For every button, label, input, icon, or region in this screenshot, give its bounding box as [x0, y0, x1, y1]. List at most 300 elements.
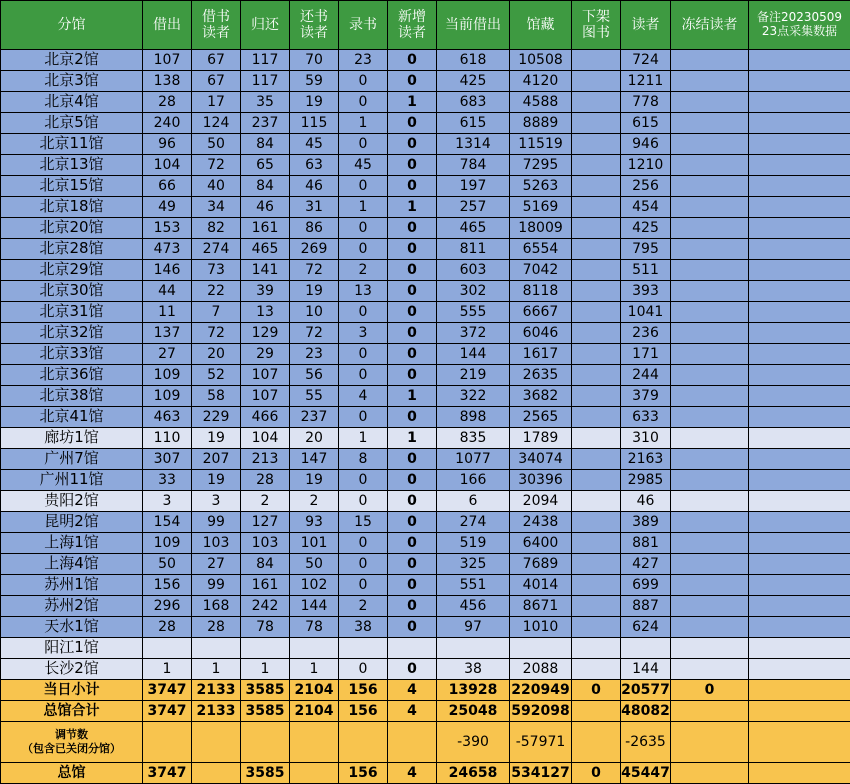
data-cell[interactable]: 618 — [437, 50, 510, 71]
data-cell[interactable]: 2 — [290, 491, 339, 512]
summary-cell[interactable]: -390 — [437, 722, 510, 763]
data-cell[interactable]: 129 — [241, 323, 290, 344]
data-cell[interactable] — [749, 176, 850, 197]
data-cell[interactable]: 82 — [192, 218, 241, 239]
data-cell[interactable] — [339, 638, 388, 659]
data-cell[interactable]: 17 — [192, 92, 241, 113]
data-cell[interactable] — [572, 407, 621, 428]
data-cell[interactable]: 1 — [339, 113, 388, 134]
data-cell[interactable]: 3682 — [510, 386, 572, 407]
data-cell[interactable]: 144 — [437, 344, 510, 365]
summary-cell[interactable]: 4 — [388, 701, 437, 722]
summary-cell[interactable]: 3585 — [241, 763, 290, 784]
data-cell[interactable]: 4 — [339, 386, 388, 407]
data-cell[interactable]: 46 — [621, 491, 671, 512]
branch-name-cell[interactable]: 北京41馆 — [1, 407, 143, 428]
branch-name-cell[interactable]: 长沙2馆 — [1, 659, 143, 680]
data-cell[interactable]: 3 — [143, 491, 192, 512]
data-cell[interactable]: 784 — [437, 155, 510, 176]
data-cell[interactable]: 99 — [192, 512, 241, 533]
data-cell[interactable]: 633 — [621, 407, 671, 428]
summary-cell[interactable]: 156 — [339, 701, 388, 722]
data-cell[interactable]: 84 — [241, 176, 290, 197]
data-cell[interactable]: 34 — [192, 197, 241, 218]
data-cell[interactable]: 59 — [290, 71, 339, 92]
data-cell[interactable]: 778 — [621, 92, 671, 113]
summary-cell[interactable] — [749, 701, 850, 722]
branch-name-cell[interactable]: 北京13馆 — [1, 155, 143, 176]
data-cell[interactable] — [671, 470, 749, 491]
data-cell[interactable]: 1 — [143, 659, 192, 680]
data-cell[interactable]: 1 — [388, 428, 437, 449]
data-cell[interactable]: 11519 — [510, 134, 572, 155]
data-cell[interactable]: 615 — [437, 113, 510, 134]
branch-name-cell[interactable]: 北京20馆 — [1, 218, 143, 239]
data-cell[interactable]: 84 — [241, 134, 290, 155]
branch-name-cell[interactable]: 北京31馆 — [1, 302, 143, 323]
data-cell[interactable]: 3 — [192, 491, 241, 512]
branch-name-cell[interactable]: 北京5馆 — [1, 113, 143, 134]
data-cell[interactable]: 2094 — [510, 491, 572, 512]
data-cell[interactable]: 372 — [437, 323, 510, 344]
data-cell[interactable] — [572, 386, 621, 407]
summary-cell[interactable]: 3747 — [143, 763, 192, 784]
data-cell[interactable]: 50 — [290, 554, 339, 575]
data-cell[interactable]: 724 — [621, 50, 671, 71]
data-cell[interactable]: 45 — [339, 155, 388, 176]
summary-cell[interactable]: 156 — [339, 763, 388, 784]
data-cell[interactable]: 1 — [241, 659, 290, 680]
data-cell[interactable]: 65 — [241, 155, 290, 176]
data-cell[interactable]: 50 — [192, 134, 241, 155]
data-cell[interactable]: 0 — [339, 533, 388, 554]
data-cell[interactable] — [572, 50, 621, 71]
data-cell[interactable] — [671, 344, 749, 365]
data-cell[interactable]: 104 — [143, 155, 192, 176]
data-cell[interactable]: 946 — [621, 134, 671, 155]
summary-cell[interactable] — [572, 722, 621, 763]
data-cell[interactable]: 141 — [241, 260, 290, 281]
data-cell[interactable]: 27 — [143, 344, 192, 365]
data-cell[interactable]: 39 — [241, 281, 290, 302]
data-cell[interactable]: 603 — [437, 260, 510, 281]
data-cell[interactable] — [572, 218, 621, 239]
summary-cell[interactable]: 220949 — [510, 680, 572, 701]
data-cell[interactable] — [572, 92, 621, 113]
data-cell[interactable]: 425 — [437, 71, 510, 92]
summary-cell[interactable] — [143, 722, 192, 763]
data-cell[interactable] — [572, 638, 621, 659]
data-cell[interactable]: 35 — [241, 92, 290, 113]
data-cell[interactable]: 109 — [143, 386, 192, 407]
summary-cell[interactable]: 0 — [671, 680, 749, 701]
data-cell[interactable] — [572, 176, 621, 197]
data-cell[interactable]: 7689 — [510, 554, 572, 575]
data-cell[interactable]: 898 — [437, 407, 510, 428]
data-cell[interactable] — [749, 533, 850, 554]
data-cell[interactable] — [572, 428, 621, 449]
summary-cell[interactable] — [749, 763, 850, 784]
data-cell[interactable] — [749, 197, 850, 218]
data-cell[interactable]: 256 — [621, 176, 671, 197]
branch-name-cell[interactable]: 北京33馆 — [1, 344, 143, 365]
branch-name-cell[interactable]: 苏州1馆 — [1, 575, 143, 596]
data-cell[interactable]: 63 — [290, 155, 339, 176]
data-cell[interactable]: 18009 — [510, 218, 572, 239]
data-cell[interactable]: 242 — [241, 596, 290, 617]
data-cell[interactable]: 393 — [621, 281, 671, 302]
data-cell[interactable]: 0 — [388, 260, 437, 281]
branch-name-cell[interactable]: 贵阳2馆 — [1, 491, 143, 512]
column-header[interactable]: 借书 读者 — [192, 1, 241, 50]
data-cell[interactable]: 109 — [143, 365, 192, 386]
data-cell[interactable]: 22 — [192, 281, 241, 302]
data-cell[interactable] — [572, 365, 621, 386]
data-cell[interactable]: 2565 — [510, 407, 572, 428]
data-cell[interactable]: 1 — [339, 197, 388, 218]
data-cell[interactable]: 0 — [388, 470, 437, 491]
data-cell[interactable] — [749, 428, 850, 449]
data-cell[interactable] — [671, 617, 749, 638]
data-cell[interactable]: 463 — [143, 407, 192, 428]
data-cell[interactable]: 0 — [388, 302, 437, 323]
summary-label-cell[interactable]: 总馆合计 — [1, 701, 143, 722]
summary-cell[interactable]: -57971 — [510, 722, 572, 763]
data-cell[interactable]: 0 — [339, 71, 388, 92]
data-cell[interactable] — [671, 281, 749, 302]
data-cell[interactable] — [572, 533, 621, 554]
data-cell[interactable]: 44 — [143, 281, 192, 302]
data-cell[interactable]: 8 — [339, 449, 388, 470]
summary-cell[interactable] — [749, 722, 850, 763]
data-cell[interactable]: 2985 — [621, 470, 671, 491]
data-cell[interactable]: 28 — [192, 617, 241, 638]
data-cell[interactable]: 99 — [192, 575, 241, 596]
data-cell[interactable]: 8889 — [510, 113, 572, 134]
data-cell[interactable] — [510, 638, 572, 659]
data-cell[interactable] — [572, 323, 621, 344]
data-cell[interactable]: 683 — [437, 92, 510, 113]
data-cell[interactable]: 29 — [241, 344, 290, 365]
data-cell[interactable] — [572, 197, 621, 218]
summary-cell[interactable] — [339, 722, 388, 763]
data-cell[interactable] — [572, 596, 621, 617]
data-cell[interactable] — [671, 512, 749, 533]
branch-name-cell[interactable]: 北京2馆 — [1, 50, 143, 71]
data-cell[interactable]: 454 — [621, 197, 671, 218]
data-cell[interactable]: 27 — [192, 554, 241, 575]
data-cell[interactable]: 615 — [621, 113, 671, 134]
data-cell[interactable]: 0 — [339, 239, 388, 260]
data-cell[interactable]: 0 — [388, 491, 437, 512]
data-cell[interactable]: 20 — [290, 428, 339, 449]
data-cell[interactable] — [749, 386, 850, 407]
branch-name-cell[interactable]: 上海1馆 — [1, 533, 143, 554]
data-cell[interactable]: 58 — [192, 386, 241, 407]
data-cell[interactable]: 0 — [388, 71, 437, 92]
column-header[interactable]: 借出 — [143, 1, 192, 50]
data-cell[interactable]: 144 — [621, 659, 671, 680]
data-cell[interactable]: 70 — [290, 50, 339, 71]
data-cell[interactable]: 699 — [621, 575, 671, 596]
data-cell[interactable]: 109 — [143, 533, 192, 554]
data-cell[interactable]: 0 — [388, 449, 437, 470]
data-cell[interactable]: 1 — [290, 659, 339, 680]
data-cell[interactable]: 13 — [339, 281, 388, 302]
data-cell[interactable] — [572, 470, 621, 491]
summary-cell[interactable] — [671, 763, 749, 784]
data-cell[interactable]: 0 — [339, 365, 388, 386]
data-cell[interactable]: 1077 — [437, 449, 510, 470]
summary-cell[interactable]: 2133 — [192, 680, 241, 701]
summary-cell[interactable]: 3747 — [143, 701, 192, 722]
data-cell[interactable] — [572, 113, 621, 134]
data-cell[interactable]: 1 — [388, 92, 437, 113]
summary-cell[interactable]: 2104 — [290, 680, 339, 701]
data-cell[interactable]: 4014 — [510, 575, 572, 596]
column-header[interactable]: 还书 读者 — [290, 1, 339, 50]
branch-name-cell[interactable]: 广州7馆 — [1, 449, 143, 470]
data-cell[interactable]: 1789 — [510, 428, 572, 449]
data-cell[interactable]: 6400 — [510, 533, 572, 554]
data-cell[interactable]: 96 — [143, 134, 192, 155]
summary-cell[interactable]: 24658 — [437, 763, 510, 784]
data-cell[interactable]: 6 — [437, 491, 510, 512]
data-cell[interactable]: 1 — [339, 428, 388, 449]
data-cell[interactable]: 551 — [437, 575, 510, 596]
data-cell[interactable] — [749, 449, 850, 470]
data-cell[interactable]: 244 — [621, 365, 671, 386]
data-cell[interactable]: 161 — [241, 575, 290, 596]
data-cell[interactable]: 0 — [388, 134, 437, 155]
data-cell[interactable]: 33 — [143, 470, 192, 491]
data-cell[interactable]: 465 — [241, 239, 290, 260]
data-cell[interactable] — [671, 176, 749, 197]
data-cell[interactable]: 0 — [339, 344, 388, 365]
data-cell[interactable]: 0 — [388, 218, 437, 239]
data-cell[interactable]: 153 — [143, 218, 192, 239]
summary-cell[interactable]: -2635 — [621, 722, 671, 763]
data-cell[interactable] — [671, 92, 749, 113]
data-cell[interactable]: 0 — [388, 50, 437, 71]
data-cell[interactable]: 2438 — [510, 512, 572, 533]
summary-cell[interactable]: 3585 — [241, 680, 290, 701]
data-cell[interactable]: 86 — [290, 218, 339, 239]
data-cell[interactable] — [572, 260, 621, 281]
data-cell[interactable] — [749, 239, 850, 260]
data-cell[interactable] — [671, 638, 749, 659]
data-cell[interactable]: 138 — [143, 71, 192, 92]
data-cell[interactable] — [749, 407, 850, 428]
summary-cell[interactable]: 45447 — [621, 763, 671, 784]
data-cell[interactable]: 0 — [339, 302, 388, 323]
data-cell[interactable]: 0 — [388, 176, 437, 197]
data-cell[interactable]: 465 — [437, 218, 510, 239]
data-cell[interactable]: 1 — [388, 386, 437, 407]
data-cell[interactable] — [388, 638, 437, 659]
data-cell[interactable]: 5263 — [510, 176, 572, 197]
data-cell[interactable]: 23 — [339, 50, 388, 71]
data-cell[interactable]: 2635 — [510, 365, 572, 386]
data-cell[interactable]: 325 — [437, 554, 510, 575]
data-cell[interactable]: 5169 — [510, 197, 572, 218]
data-cell[interactable]: 11 — [143, 302, 192, 323]
data-cell[interactable]: 46 — [290, 176, 339, 197]
data-cell[interactable]: 31 — [290, 197, 339, 218]
data-cell[interactable]: 117 — [241, 71, 290, 92]
branch-name-cell[interactable]: 北京28馆 — [1, 239, 143, 260]
data-cell[interactable] — [671, 365, 749, 386]
branch-name-cell[interactable]: 上海4馆 — [1, 554, 143, 575]
data-cell[interactable]: 0 — [388, 323, 437, 344]
data-cell[interactable]: 8118 — [510, 281, 572, 302]
data-cell[interactable]: 0 — [339, 134, 388, 155]
data-cell[interactable]: 7 — [192, 302, 241, 323]
data-cell[interactable]: 40 — [192, 176, 241, 197]
data-cell[interactable]: 168 — [192, 596, 241, 617]
data-cell[interactable]: 307 — [143, 449, 192, 470]
data-cell[interactable]: 124 — [192, 113, 241, 134]
data-cell[interactable] — [290, 638, 339, 659]
branch-name-cell[interactable]: 北京29馆 — [1, 260, 143, 281]
data-cell[interactable] — [671, 155, 749, 176]
data-cell[interactable]: 2163 — [621, 449, 671, 470]
data-cell[interactable]: 72 — [290, 323, 339, 344]
data-cell[interactable] — [671, 197, 749, 218]
data-cell[interactable]: 1211 — [621, 71, 671, 92]
data-cell[interactable]: 67 — [192, 71, 241, 92]
data-cell[interactable] — [572, 71, 621, 92]
summary-cell[interactable] — [572, 701, 621, 722]
data-cell[interactable]: 0 — [339, 218, 388, 239]
data-cell[interactable]: 19 — [192, 470, 241, 491]
data-cell[interactable] — [749, 323, 850, 344]
data-cell[interactable]: 0 — [339, 575, 388, 596]
data-cell[interactable]: 887 — [621, 596, 671, 617]
data-cell[interactable]: 881 — [621, 533, 671, 554]
data-cell[interactable]: 240 — [143, 113, 192, 134]
data-cell[interactable]: 72 — [192, 323, 241, 344]
column-header[interactable]: 当前借出 — [437, 1, 510, 50]
data-cell[interactable]: 4120 — [510, 71, 572, 92]
data-cell[interactable]: 115 — [290, 113, 339, 134]
data-cell[interactable]: 269 — [290, 239, 339, 260]
data-cell[interactable]: 310 — [621, 428, 671, 449]
data-cell[interactable]: 6554 — [510, 239, 572, 260]
data-cell[interactable]: 0 — [388, 659, 437, 680]
data-cell[interactable]: 0 — [339, 659, 388, 680]
data-cell[interactable]: 2 — [339, 596, 388, 617]
column-header[interactable]: 备注20230509 23点采集数据 — [749, 1, 850, 50]
data-cell[interactable]: 519 — [437, 533, 510, 554]
data-cell[interactable] — [749, 470, 850, 491]
data-cell[interactable]: 93 — [290, 512, 339, 533]
data-cell[interactable]: 23 — [290, 344, 339, 365]
data-cell[interactable]: 0 — [388, 533, 437, 554]
data-cell[interactable]: 103 — [192, 533, 241, 554]
data-cell[interactable]: 2 — [241, 491, 290, 512]
data-cell[interactable] — [749, 218, 850, 239]
data-cell[interactable]: 137 — [143, 323, 192, 344]
data-cell[interactable]: 213 — [241, 449, 290, 470]
data-cell[interactable]: 1 — [388, 197, 437, 218]
data-cell[interactable]: 6046 — [510, 323, 572, 344]
data-cell[interactable]: 0 — [388, 575, 437, 596]
data-cell[interactable]: 0 — [339, 554, 388, 575]
data-cell[interactable] — [671, 659, 749, 680]
summary-cell[interactable] — [290, 763, 339, 784]
data-cell[interactable]: 0 — [388, 155, 437, 176]
data-cell[interactable]: 0 — [339, 92, 388, 113]
data-cell[interactable]: 110 — [143, 428, 192, 449]
data-cell[interactable]: 103 — [241, 533, 290, 554]
data-cell[interactable] — [749, 260, 850, 281]
data-cell[interactable]: 147 — [290, 449, 339, 470]
branch-name-cell[interactable]: 昆明2馆 — [1, 512, 143, 533]
data-cell[interactable]: 78 — [290, 617, 339, 638]
data-cell[interactable]: 795 — [621, 239, 671, 260]
data-cell[interactable]: 1010 — [510, 617, 572, 638]
data-cell[interactable] — [143, 638, 192, 659]
summary-label-cell[interactable]: 当日小计 — [1, 680, 143, 701]
data-cell[interactable]: 257 — [437, 197, 510, 218]
data-cell[interactable] — [241, 638, 290, 659]
data-cell[interactable]: 237 — [290, 407, 339, 428]
data-cell[interactable] — [671, 428, 749, 449]
data-cell[interactable]: 1314 — [437, 134, 510, 155]
data-cell[interactable]: 56 — [290, 365, 339, 386]
summary-cell[interactable] — [671, 722, 749, 763]
data-cell[interactable] — [671, 323, 749, 344]
data-cell[interactable]: 425 — [621, 218, 671, 239]
data-cell[interactable] — [749, 512, 850, 533]
data-cell[interactable]: 1041 — [621, 302, 671, 323]
data-cell[interactable]: 52 — [192, 365, 241, 386]
data-cell[interactable]: 0 — [339, 470, 388, 491]
data-cell[interactable]: 624 — [621, 617, 671, 638]
data-cell[interactable]: 2 — [339, 260, 388, 281]
data-cell[interactable]: 0 — [339, 176, 388, 197]
data-cell[interactable] — [749, 554, 850, 575]
data-cell[interactable]: 197 — [437, 176, 510, 197]
data-cell[interactable]: 49 — [143, 197, 192, 218]
branch-name-cell[interactable]: 北京3馆 — [1, 71, 143, 92]
data-cell[interactable]: 274 — [192, 239, 241, 260]
data-cell[interactable]: 8671 — [510, 596, 572, 617]
data-cell[interactable]: 19 — [290, 92, 339, 113]
column-header[interactable]: 下架 图书 — [572, 1, 621, 50]
data-cell[interactable]: 302 — [437, 281, 510, 302]
summary-cell[interactable] — [290, 722, 339, 763]
data-cell[interactable]: 229 — [192, 407, 241, 428]
data-cell[interactable] — [671, 302, 749, 323]
branch-name-cell[interactable]: 北京30馆 — [1, 281, 143, 302]
data-cell[interactable] — [572, 344, 621, 365]
data-cell[interactable]: 7042 — [510, 260, 572, 281]
data-cell[interactable]: 117 — [241, 50, 290, 71]
data-cell[interactable]: 0 — [388, 344, 437, 365]
data-cell[interactable]: 28 — [241, 470, 290, 491]
summary-cell[interactable]: 3747 — [143, 680, 192, 701]
data-cell[interactable]: 427 — [621, 554, 671, 575]
data-cell[interactable]: 10508 — [510, 50, 572, 71]
data-cell[interactable] — [572, 512, 621, 533]
data-cell[interactable]: 28 — [143, 617, 192, 638]
summary-label-cell[interactable]: 总馆 — [1, 763, 143, 784]
data-cell[interactable]: 19 — [290, 470, 339, 491]
data-cell[interactable]: 66 — [143, 176, 192, 197]
data-cell[interactable]: 19 — [192, 428, 241, 449]
